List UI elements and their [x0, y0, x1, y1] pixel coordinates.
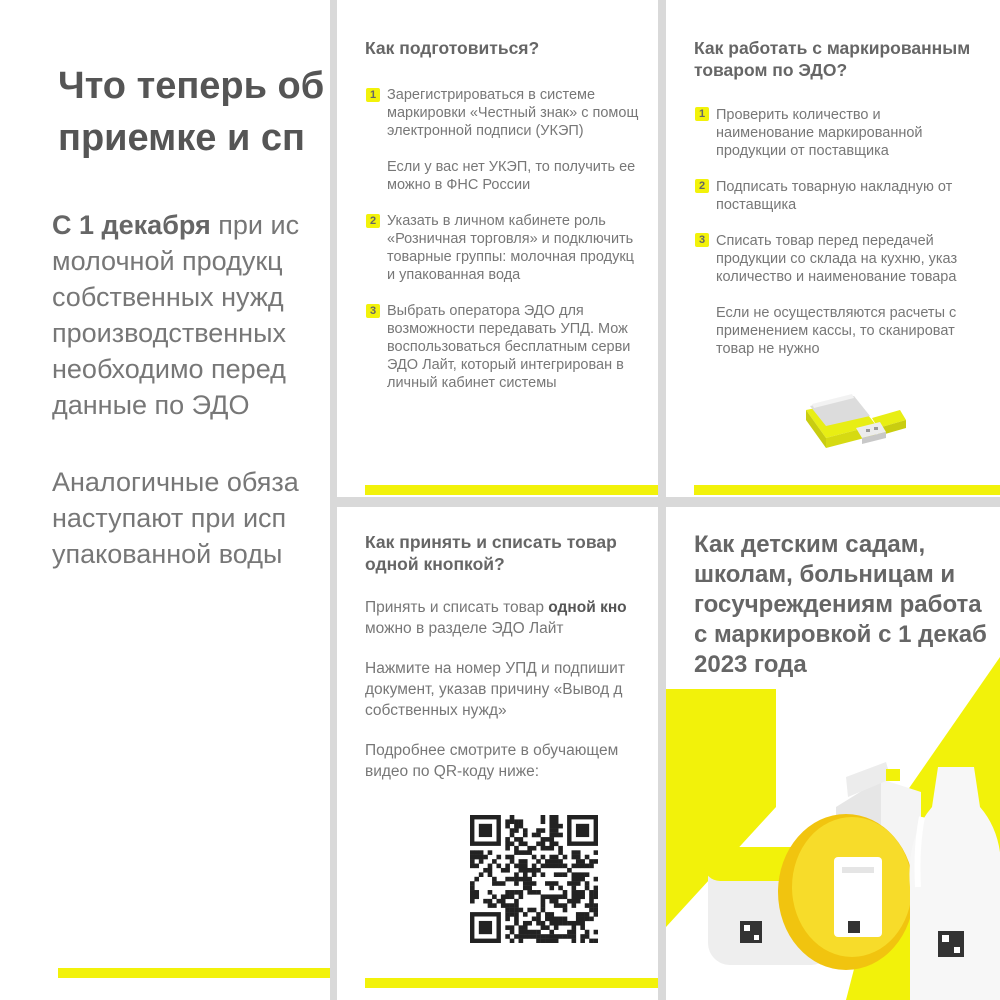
prepare-panel [337, 0, 658, 497]
prepare-step-note [387, 158, 635, 194]
step-line: товар не нужно [716, 341, 820, 357]
accept-and-writeoff-panel [337, 507, 658, 1000]
step-line: товарные группы: молочная продукц [387, 249, 634, 265]
para-text: Принять и списать товар [365, 599, 549, 616]
step-line: Зарегистрироваться в системе [387, 87, 596, 103]
para-line: видео по QR-коду ниже: [365, 763, 540, 780]
accept-title [365, 531, 617, 575]
accept-paragraph-1 [365, 597, 627, 639]
left-body-paragraph-2 [52, 464, 299, 572]
cheese-wheel-icon [778, 814, 914, 970]
title-line: Как принять и списать товар [365, 532, 617, 552]
accept-paragraph-2 [365, 658, 625, 721]
step-line: Подписать товарную накладную от [716, 179, 953, 195]
step-number-badge: 2 [695, 179, 709, 193]
left-body-line: собственных нужд [52, 282, 284, 312]
title-line: Как работать с маркированным [694, 38, 971, 58]
work-step-3 [716, 232, 957, 286]
step-line: наименование маркированной [716, 125, 923, 141]
left-body-line: производственных [52, 318, 286, 348]
step-line: «Розничная торговля» и подключить [387, 231, 634, 247]
step-number-badge: 3 [695, 233, 709, 247]
date-highlight: С 1 декабря [52, 210, 211, 240]
prepare-title: Как подготовиться? [365, 38, 540, 58]
para-line [365, 597, 627, 618]
para-line: можно в разделе ЭДО Лайт [365, 620, 564, 637]
left-body-line: необходимо перед [52, 354, 286, 384]
cover-title-line: школам, больницам и [694, 561, 956, 588]
accent-bar [694, 485, 1000, 495]
step-number-badge: 2 [366, 214, 380, 228]
step-line: можно в ФНС России [387, 177, 531, 193]
left-panel [0, 0, 330, 1000]
cover-title-line: с маркировкой с 1 декаб [694, 621, 987, 648]
left-body-line [52, 207, 299, 243]
work-with-marked-goods-panel [666, 0, 1000, 497]
work-title [694, 37, 970, 81]
left-body-text: при ис [210, 210, 300, 240]
left-body-paragraph-1 [52, 207, 299, 423]
left-headline-line: приемке и сп [58, 117, 305, 159]
step-line: и упакованная вода [387, 267, 521, 283]
para-line: документ, указав причину «Вывод д [365, 681, 623, 698]
left-headline [58, 60, 324, 164]
step-line: электронной подписи (УКЭП) [387, 123, 584, 139]
prepare-step-2 [387, 212, 634, 284]
accent-bar [58, 968, 330, 978]
step-line: Указать в личном кабинете роль [387, 213, 606, 229]
cover-panel [666, 507, 1000, 1000]
cover-title-line: Как детским садам, [694, 531, 926, 558]
accent-bar [365, 485, 658, 495]
step-number-badge: 1 [695, 107, 709, 121]
work-step-note [716, 304, 956, 358]
cover-title-line: госучреждениям работа [694, 591, 982, 618]
accent-bar [365, 978, 658, 988]
title-line: товаром по ЭДО? [694, 60, 848, 80]
step-line: Если не осуществляются расчеты с [716, 305, 957, 321]
para-line: собственных нужд» [365, 702, 507, 719]
step-line: воспользоваться бесплатным серви [387, 339, 631, 355]
step-line: личный кабинет системы [387, 375, 557, 391]
step-line: маркировки «Честный знак» с помощ [387, 105, 639, 121]
left-body-line: Аналогичные обяза [52, 467, 299, 497]
step-line: Списать товар перед передачей [716, 233, 934, 249]
step-line: Проверить количество и [716, 107, 881, 123]
step-number-badge: 3 [366, 304, 380, 318]
step-line: количество и наименование товара [716, 269, 957, 285]
left-body-line: наступают при исп [52, 503, 287, 533]
step-line: продукции от поставщика [716, 143, 889, 159]
step-line: применением кассы, то сканироват [716, 323, 955, 339]
step-line: поставщика [716, 197, 797, 213]
left-body-line: данные по ЭДО [52, 390, 250, 420]
step-number-badge: 1 [366, 88, 380, 102]
qr-code-icon[interactable] [470, 815, 598, 943]
prepare-step-3 [387, 302, 630, 392]
work-step-2 [716, 178, 952, 214]
prepare-step-1 [387, 86, 638, 140]
cover-title [694, 530, 987, 680]
step-line: Выбрать оператора ЭДО для [387, 303, 584, 319]
work-step-1 [716, 106, 923, 160]
usb-token-icon [796, 380, 926, 460]
step-line: продукции со склада на кухню, указ [716, 251, 958, 267]
cover-title-line: 2023 года [694, 651, 807, 678]
accept-paragraph-3 [365, 740, 618, 782]
left-body-line: упакованной воды [52, 539, 283, 569]
step-line: ЭДО Лайт, который интегрирован в [387, 357, 624, 373]
left-body-line: молочной продукц [52, 246, 283, 276]
title-line: одной кнопкой? [365, 554, 505, 574]
left-headline-line: Что теперь об [58, 65, 325, 107]
step-line: возможности передавать УПД. Мож [387, 321, 628, 337]
para-bold-text: одной кно [548, 599, 627, 616]
para-line: Нажмите на номер УПД и подпишит [365, 660, 625, 677]
step-line: Если у вас нет УКЭП, то получить ее [387, 159, 636, 175]
para-line: Подробнее смотрите в обучающем [365, 742, 619, 759]
